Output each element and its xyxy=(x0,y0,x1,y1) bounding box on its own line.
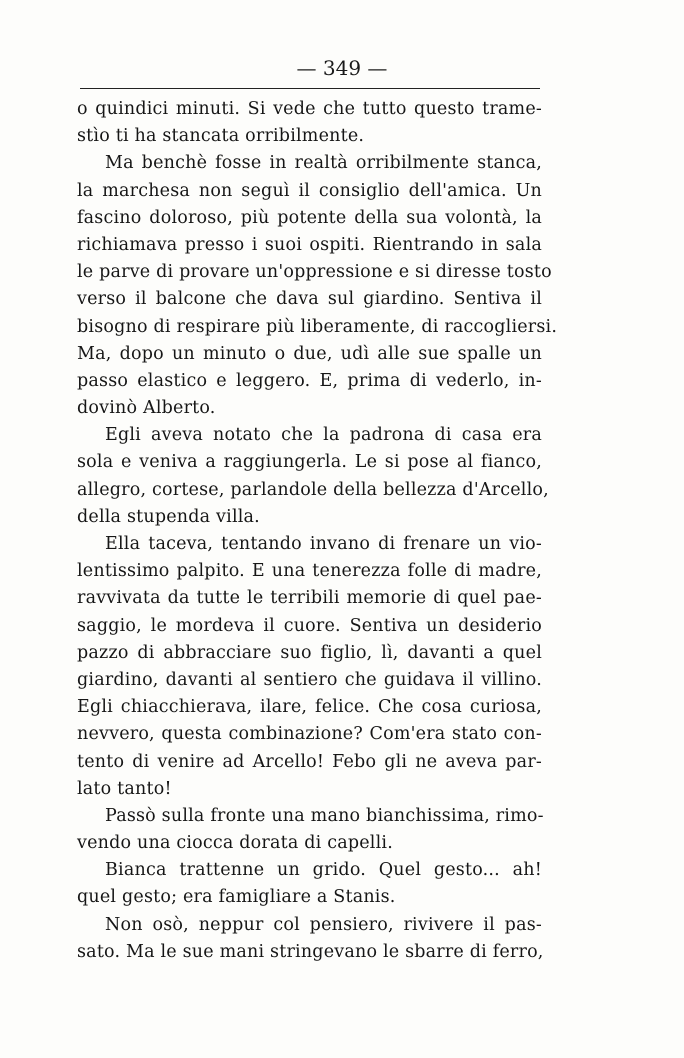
text-line: quel gesto; era famigliare a Stanis. xyxy=(77,887,396,908)
text-line: dovinò Alberto. xyxy=(77,398,216,419)
text-line: saggio, le mordeva il cuore. Sentiva un desiderio xyxy=(77,615,542,636)
text-line: passo elastico e leggero. E, prima di vederlo, in- xyxy=(77,370,542,391)
text-line: stìo ti ha stancata orribilmente. xyxy=(77,126,365,147)
text-line: verso il balcone che dava sul giardino. Sentiva il xyxy=(77,289,542,310)
text-line: vendo una ciocca dorata di capelli. xyxy=(77,833,393,854)
text-line: richiamava presso i suoi ospiti. Rientrando in sala xyxy=(77,234,542,255)
text-line: Ma, dopo un minuto o due, udì alle sue spalle un xyxy=(77,343,542,364)
text-line: sato. Ma le sue mani stringevano le sbarre di ferro, xyxy=(77,941,544,962)
header-rule xyxy=(80,88,540,89)
text-line: tento di venire ad Arcello! Febo gli ne aveva par- xyxy=(77,751,542,772)
text-line: allegro, cortese, parlandole della bellezza d'Arcello, xyxy=(77,479,549,500)
text-line: la marchesa non seguì il consiglio dell'amica. Un xyxy=(77,180,542,201)
text-line: lato tanto! xyxy=(77,778,172,799)
text-line: ravvivata da tutte le terribili memorie di quel pae- xyxy=(77,588,542,609)
text-line: le parve di provare un'oppressione e si diresse tosto xyxy=(77,262,552,283)
text-line: fascino doloroso, più potente della sua volontà, la xyxy=(77,207,542,228)
text-line: bisogno di respirare più liberamente, di raccogliersi. xyxy=(77,316,558,337)
text-line: lentissimo palpito. E una tenerezza folle di madre, xyxy=(77,561,542,582)
text-line: della stupenda villa. xyxy=(77,506,260,527)
text-line: o quindici minuti. Si vede che tutto questo trame- xyxy=(77,99,542,119)
text-line: Passò sulla fronte una mano bianchissima, rimo- xyxy=(105,805,544,826)
page-number: — 349 — xyxy=(296,56,388,80)
body-text xyxy=(77,96,558,966)
text-line: sola e veniva a raggiungerla. Le si pose al fianco, xyxy=(77,452,542,473)
text-line: nevvero, questa combinazione? Com'era stato con- xyxy=(77,724,542,745)
text-line: Bianca trattenne un grido. Quel gesto... ah! xyxy=(105,860,542,881)
text-line: Egli chiacchierava, ilare, felice. Che cosa curiosa, xyxy=(77,697,542,718)
text-line: Non osò, neppur col pensiero, rivivere il pas- xyxy=(105,914,542,935)
text-line: pazzo di abbracciare suo figlio, lì, davanti a quel xyxy=(77,642,542,663)
text-line: Ma benchè fosse in realtà orribilmente stanca, xyxy=(105,153,542,174)
text-line: Egli aveva notato che la padrona di casa era xyxy=(105,425,542,446)
text-line: Ella taceva, tentando invano di frenare un vio- xyxy=(105,534,542,554)
text-line: giardino, davanti al sentiero che guidava il villino. xyxy=(77,669,542,690)
